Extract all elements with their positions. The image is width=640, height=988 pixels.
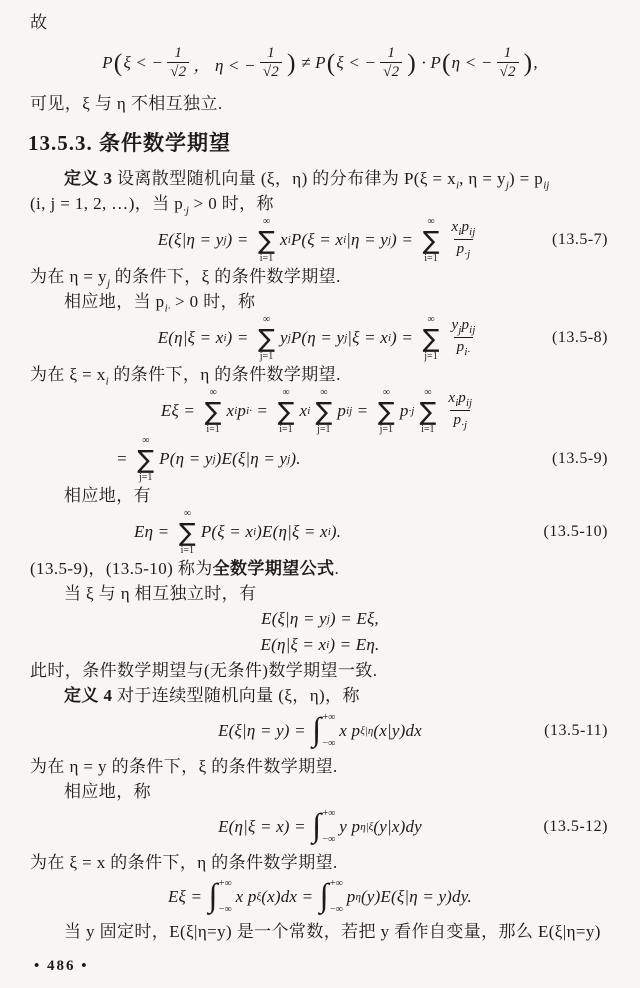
formula-body: E(η|ξ = x) = ∫ +∞ −∞ y p η|ξ (y|x)dy xyxy=(218,808,422,845)
after-eq12-line: 为在 ξ = x 的条件下，η 的条件数学期望. xyxy=(30,853,338,872)
correspondingly-eq10-line: 相应地，有 xyxy=(64,486,151,505)
therefore-word: 故 xyxy=(30,13,48,32)
equation-tag-13-5-12: (13.5-12) xyxy=(543,818,608,835)
definition-3-line-1: 定义 3 设离散型随机向量 (ξ，η) 的分布律为 $P(\xi = x_i$, $\eta = y_j) = p_{ij}$ xyxy=(64,169,550,192)
formula-body: Eη = ∞ ∑ i=1 P(ξ = x i )E(η|ξ = x i ). xyxy=(134,508,342,556)
formula-body: = ∞ ∑ j=1 P(η = y j )E(ξ|η = y j ). xyxy=(116,435,301,483)
equation-tag-13-5-8: (13.5-8) xyxy=(552,329,608,346)
independent-case-equation-eta xyxy=(30,632,610,658)
equation-tag-13-5-11: (13.5-11) xyxy=(544,722,608,739)
equation-13-5-12 xyxy=(30,804,610,850)
conclusion-line: 可见，ξ 与 η 不相互独立. xyxy=(30,94,223,113)
correspondingly-eq8-line: 相应地，当 $p_{i\cdot} > 0$ 时，称 xyxy=(64,292,256,315)
after-eq11-line: 为在 η = y 的条件下，ξ 的条件数学期望. xyxy=(30,757,338,776)
y-fixed-line: 当 y 固定时，E(ξ|η=y) 是一个常数，若把 y 看作自变量，那么 E(ξ|η=y) xyxy=(64,922,601,941)
equation-13-5-10 xyxy=(30,508,610,556)
formula-body: Eξ = ∞ ∑ i=1 x i p i· = ∞ ∑ i=1 x i ∞ ∑ j=1 p ij = ∞ ∑ j=1 p ·j ∞ ∑ i=1 $\frac{x_ip_{ij}}{p_{\cdot j}}$ xyxy=(160,387,473,435)
formula-body: E(η|ξ = x i ) = Eη. xyxy=(260,635,380,654)
independence-condition-line: 当 ξ 与 η 相互独立时，有 xyxy=(64,584,257,603)
formula-body: E(η|ξ = x i ) = ∞ ∑ j=1 y j P(η = y j |ξ = x i ) = ∞ ∑ j=1 $\frac{y_jp_{ij}}{p_{i\cdot}}$ xyxy=(157,314,476,362)
formula-body: E(ξ|η = y j ) = Eξ, xyxy=(261,609,379,628)
continuous-total-expectation-formula xyxy=(30,875,610,919)
formula-body: E(ξ|η = y) = ∫ +∞ −∞ x p ξ|η (x|y)dx xyxy=(218,712,422,749)
definition-4-line: 定义 4 对于连续型随机向量 (ξ，η)，称 xyxy=(64,686,360,705)
equation-13-5-8 xyxy=(30,314,610,362)
coincide-line: 此时，条件数学期望与(无条件)数学期望一致. xyxy=(30,661,378,680)
equation-tag-13-5-10: (13.5-10) xyxy=(543,523,608,540)
correspondingly-eq12-line: 相应地，称 xyxy=(64,782,151,801)
equation-tag-13-5-9: (13.5-9) xyxy=(552,450,608,467)
equation-13-5-7 xyxy=(30,216,610,264)
after-eq8-line: 为在 $\xi = x_i$ 的条件下，η 的条件数学期望. xyxy=(30,365,341,388)
formula-body: E(ξ|η = y j ) = ∞ ∑ i=1 x i P(ξ = x i |η = y j ) = ∞ ∑ i=1 $\frac{x_ip_{ij}}{p_{\cdot j}}$ xyxy=(157,216,476,264)
after-eq7-line: 为在 $\eta = y_j$ 的条件下，ξ 的条件数学期望. xyxy=(30,267,341,290)
formula-body: Eξ = ∫ +∞ −∞ x p ξ (x)dx = ∫ +∞ −∞ p η (y)E(ξ|η = y)dy. xyxy=(167,878,473,915)
definition-3-line-2: (i, j = 1, 2, …)，当 $p_{\cdot j} > 0$ 时，称 xyxy=(30,194,274,217)
equation-tag-13-5-7: (13.5-7) xyxy=(552,231,608,248)
formula-body: P ( ξ < − $\frac{1}{√2}$ ， η < − $\frac{1}{√2}$ ) ≠ P ( ξ < − $\frac{1}{√2}$ ) · P ( η < − $\frac{1}{√2}$ ) , xyxy=(102,44,538,80)
independence-inequality-formula xyxy=(30,35,610,91)
equation-13-5-9-line-1 xyxy=(30,387,610,435)
independent-case-equation-xi xyxy=(30,606,610,632)
page-number: • 486 • xyxy=(34,958,89,974)
equation-13-5-9-line-2 xyxy=(30,435,610,483)
equation-13-5-11 xyxy=(30,708,610,754)
total-expectation-name-line: (13.5-9)，(13.5-10) 称为全数学期望公式. xyxy=(30,559,340,578)
section-heading: 13.5.3. 条件数学期望 xyxy=(28,131,231,155)
